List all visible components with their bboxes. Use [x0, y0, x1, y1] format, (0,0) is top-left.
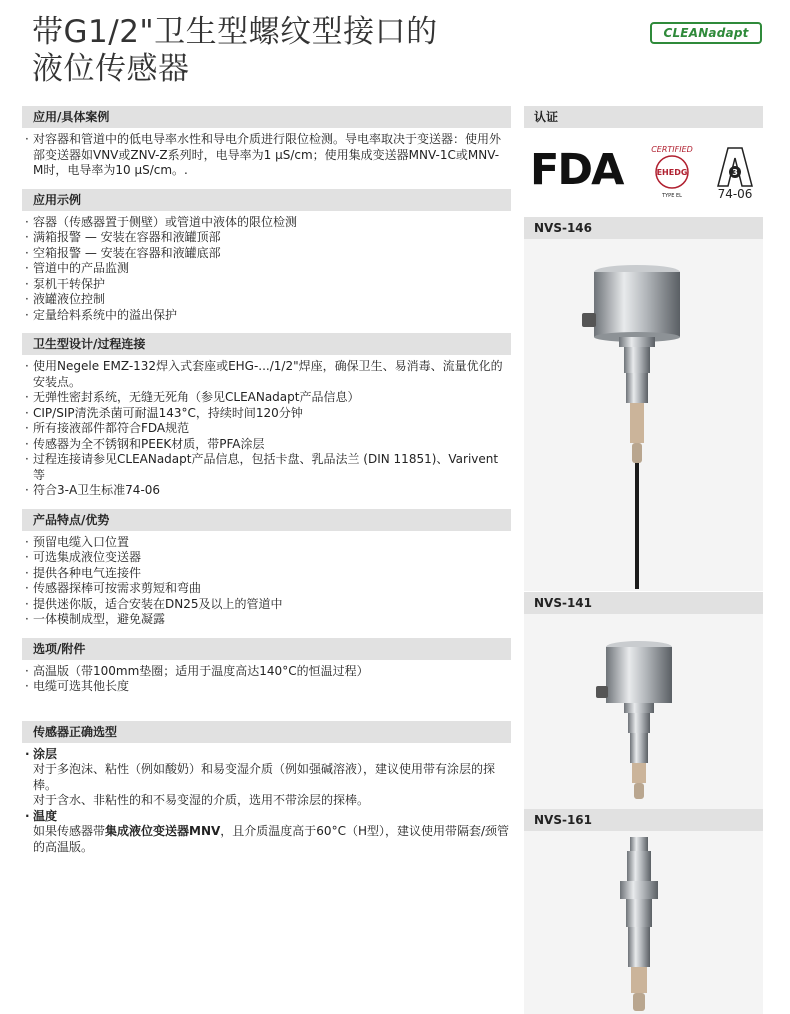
svg-text:CERTIFIED: CERTIFIED	[651, 145, 693, 154]
list-item-text: 可选集成液位变送器	[33, 550, 142, 564]
nvs-141-sensor-image	[524, 614, 763, 812]
3a-logo	[710, 142, 760, 202]
list-item: · 容器（传感器置于侧壁）或管道中液体的限位检测	[25, 214, 298, 229]
cert-logos	[524, 128, 763, 208]
temperature-title: 温度	[33, 808, 58, 823]
left-column	[22, 106, 511, 863]
list-item: · 无弹性密封系统，无缝无死角（参见CLEANadapt产品信息）	[25, 390, 360, 404]
list-item: · 高温版（带100mm垫圈；适用于温度高达140°C的恒温过程）	[25, 663, 369, 678]
list-item: · 泵机干转保护	[25, 276, 106, 291]
list-item-text: 容器（传感器置于侧壁）或管道中液体的限位检测	[33, 214, 298, 229]
section-heading: 应用示例	[22, 189, 511, 211]
list-item-text: 过程连接请参见CLEANadapt产品信息，包括卡盘、乳品法兰 (DIN 11851)、Varivent等	[33, 452, 499, 482]
section-hygienic	[22, 333, 511, 509]
coating-title: 涂层	[33, 746, 58, 761]
list-item: · 管道中的产品监测	[25, 261, 130, 275]
list-item: · 所有接液部件都符合FDA规范	[25, 421, 190, 435]
list-item-text: 管道中的产品监测	[33, 261, 130, 275]
temperature-text	[22, 824, 511, 855]
product-nvs-146	[524, 217, 763, 591]
list-item-text: 提供迷你版，适合安装在DN25及以上的管道中	[33, 596, 283, 611]
list-item-text: 高温版（带100mm垫圈；适用于温度高达140°C的恒温过程）	[33, 663, 369, 678]
list-item: · 传感器探棒可按需求剪短和弯曲	[25, 581, 202, 595]
list-item: · 预留电缆入口位置	[25, 534, 130, 549]
section-heading: 应用/具体案例	[22, 106, 511, 128]
svg-text:74-06: 74-06	[717, 187, 753, 201]
nvs-146-sensor-image	[524, 239, 763, 591]
list-item: · 定量给料系统中的溢出保护	[25, 307, 178, 322]
list-item-text: 液罐液位控制	[33, 292, 106, 306]
coating-text-2: 对于含水、非粘性的和不易变湿的介质，选用不带涂层的探棒。	[33, 793, 370, 807]
list-item-text: 满箱报警 — 安装在容器和液罐顶部	[33, 230, 221, 244]
product-image-panel	[524, 614, 763, 812]
cleanadapt-logo: CLEANadapt	[650, 22, 762, 44]
section-selection	[22, 721, 511, 864]
list-item-text: 传感器为全不锈钢和PEEK材质，带PFA涂层	[33, 436, 265, 451]
cable-gland	[582, 313, 596, 327]
list-item: · 空箱报警 — 安装在容器和液罐底部	[25, 245, 221, 260]
section-options	[22, 638, 511, 721]
temperature-text-post: ，且介质温度高于60°C（H型），建议使用带隔套/颈管的高温版。	[33, 824, 510, 854]
list-item-text: 符合3-A卫生标准74-06	[33, 483, 161, 497]
section-examples	[22, 189, 511, 334]
section-features	[22, 509, 511, 638]
list-item-text: 泵机干转保护	[33, 276, 106, 291]
list-item: · 满箱报警 — 安装在容器和液罐顶部	[25, 230, 221, 244]
list-item-text: 使用Negele EMZ-132焊入式套座或EHG-.../1/2"焊座，确保卫生、易消毒、流量优化的安装点。	[33, 359, 503, 389]
list-item-text: 预留电缆入口位置	[33, 534, 130, 549]
temperature-text-pre: 如果传感器带	[33, 824, 106, 838]
list-item: · 传感器为全不锈钢和PEEK材质，带PFA涂层	[25, 436, 265, 451]
list-item: · 提供各种电气连接件	[25, 565, 142, 580]
ehedg-logo	[646, 138, 698, 200]
section-heading: 产品特点/优势	[22, 509, 511, 531]
list-item: · 电缆可选其他长度	[25, 679, 130, 693]
fda-logo	[528, 146, 628, 190]
list-item: · 涂层	[25, 746, 58, 761]
list-item-text: 空箱报警 — 安装在容器和液罐底部	[33, 245, 221, 260]
cert-heading: 认证	[524, 106, 763, 128]
page-title-line1: 带G1/2"卫生型螺纹型接口的	[32, 14, 438, 50]
page-title-line2: 液位传感器	[32, 51, 190, 87]
page-title	[32, 14, 438, 88]
svg-text:FDA: FDA	[530, 146, 623, 190]
list-item-text: 所有接液部件都符合FDA规范	[33, 421, 190, 435]
svg-text:EHEDG: EHEDG	[656, 168, 688, 177]
product-image-panel	[524, 239, 763, 591]
list-item: · CIP/SIP清洗杀菌可耐温143°C，持续时间120分钟	[25, 405, 303, 420]
section-heading: 传感器正确选型	[22, 721, 511, 743]
product-heading: NVS-146	[524, 217, 763, 239]
list-item: · 温度	[25, 808, 58, 823]
list-item: · 符合3-A卫生标准74-06	[25, 483, 161, 497]
list-item: · 一体模制成型，避免凝露	[25, 612, 166, 626]
product-image-panel	[524, 831, 763, 1014]
svg-text:3: 3	[732, 168, 738, 177]
list-item-text: CIP/SIP清洗杀菌可耐温143°C，持续时间120分钟	[33, 405, 303, 420]
product-nvs-141	[524, 592, 763, 812]
section-heading: 选项/附件	[22, 638, 511, 660]
product-heading: NVS-161	[524, 809, 763, 831]
list-item-text: 电缆可选其他长度	[33, 679, 130, 693]
list-item: · 可选集成液位变送器	[25, 550, 142, 564]
svg-text:TYPE EL: TYPE EL	[662, 193, 682, 199]
list-item: · 过程连接请参见CLEANadapt产品信息，包括卡盘、乳品法兰 (DIN 11851)、Varivent等	[25, 452, 499, 482]
list-item: · 对容器和管道中的低电导率水性和导电介质进行限位检测。导电率取决于变送器：使用外部变送器如VNV或ZNV-Z系列时，电导率为1 μS/cm；使用集成变送器MNV-1C或MNV-M时，电导率为10 μS/cm。.	[25, 132, 502, 177]
list-item: · 提供迷你版，适合安装在DN25及以上的管道中	[25, 596, 283, 611]
list-item-text: 一体模制成型，避免凝露	[33, 612, 166, 626]
list-item-text: 传感器探棒可按需求剪短和弯曲	[33, 581, 202, 595]
product-heading: NVS-141	[524, 592, 763, 614]
nvs-161-sensor-image	[524, 831, 763, 1014]
list-item-text: 对容器和管道中的低电导率水性和导电介质进行限位检测。导电率取决于变送器：使用外部变送器如VNV或ZNV-Z系列时，电导率为1 μS/cm；使用集成变送器MNV-1C或MNV-M时，电导率为10 μS/cm。.	[33, 132, 502, 177]
list-item-text: 无弹性密封系统，无缝无死角（参见CLEANadapt产品信息）	[33, 390, 360, 404]
product-nvs-161	[524, 809, 763, 1014]
temperature-text-bold: 集成液位变送器MNV	[105, 824, 221, 838]
list-item-text: 定量给料系统中的溢出保护	[33, 307, 178, 322]
section-application	[22, 106, 511, 189]
list-item: · 液罐液位控制	[25, 292, 106, 306]
cert-panel	[524, 106, 763, 208]
list-item-text: 提供各种电气连接件	[33, 565, 142, 580]
section-heading: 卫生型设计/过程连接	[22, 333, 511, 355]
cable-gland	[596, 686, 608, 698]
coating-text-1: 对于多泡沫、粘性（例如酸奶）和易变湿介质（例如强碱溶液），建议使用带有涂层的探棒。	[33, 762, 496, 792]
list-item: · 使用Negele EMZ-132焊入式套座或EHG-.../1/2"焊座，确保卫生、易消毒、流量优化的安装点。	[25, 359, 503, 389]
